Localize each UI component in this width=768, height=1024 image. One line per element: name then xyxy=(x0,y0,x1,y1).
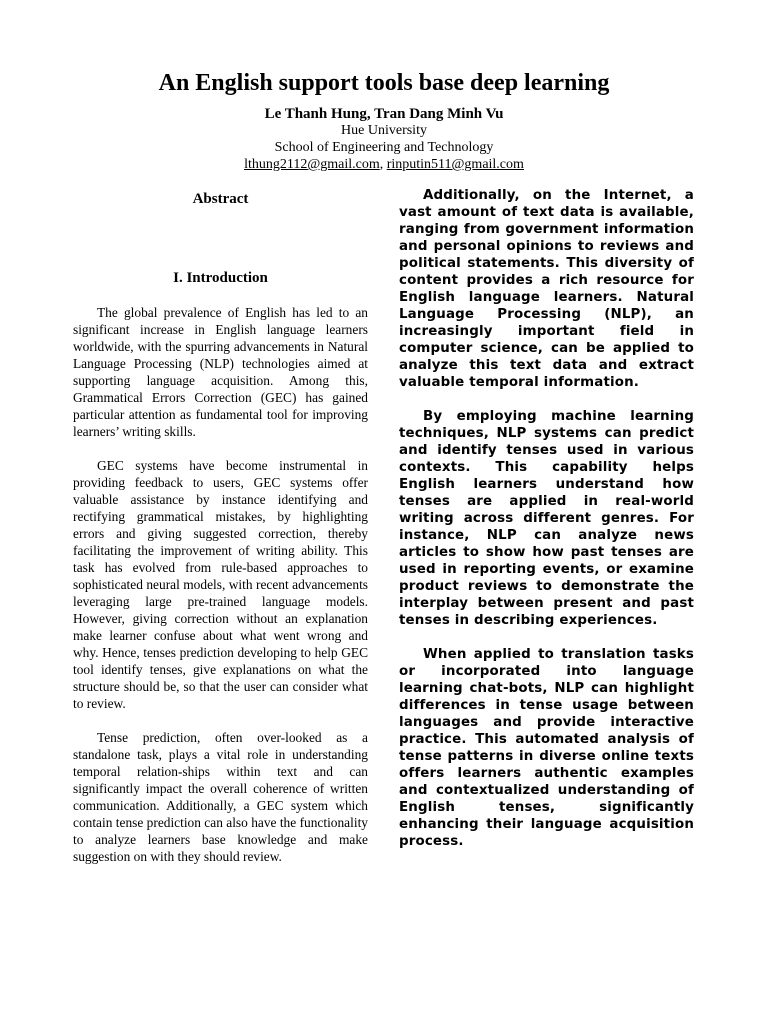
paper-title: An English support tools base deep learning xyxy=(158,70,610,96)
affiliation-school: School of Engineering and Technology xyxy=(274,140,494,155)
paper-authors: Le Thanh Hung, Tran Dang Minh Vu xyxy=(264,106,504,122)
intro-paragraph-2: GEC systems have become instrumental in providing feedback to users, GEC systems offer valuable assistance by instance identifying and rectifying grammatical mistakes, by highlighting errors and giving suggested correction, thereby facilitating the improvement of writing ability. This task has evolved from rule-based approaches to sophisticated neural models, with recent advancements leveraging large pre-trained language models. However, giving correction without an explanation make learner confuse about what went wrong and why. Hence, tenses prediction developing to help GEC tool identify tenses, give explanations on what the structure should be, so that the user can consider what to review. xyxy=(73,458,368,711)
right-column xyxy=(399,187,694,850)
right-paragraph-2: By employing machine learning techniques, NLP systems can predict and identify tenses used in various contexts. This capability helps English learners understand how tenses are applied in real-world writing across different genres. For instance, NLP can analyze news articles to show how past tenses are used in reporting events, or examine product reviews to demonstrate the interplay between present and past tenses in describing experiences. xyxy=(399,409,694,628)
abstract-heading: Abstract xyxy=(192,191,249,207)
left-column xyxy=(73,190,368,865)
intro-paragraph-3: Tense prediction, often over-looked as a standalone task, plays a vital role in understanding temporal relation-ships within text and can significantly impact the overall coherence of written communication. Additionally, a GEC system which contain tense prediction can also have the functionality to analyze learners base knowledge and make suggestion on with they should review. xyxy=(73,730,368,864)
author-emails xyxy=(0,156,768,173)
affiliation-university: Hue University xyxy=(341,123,427,138)
introduction-heading: I. Introduction xyxy=(173,270,268,286)
right-paragraph-1: Additionally, on the Internet, a vast amount of text data is available, ranging from government information and personal opinions to reviews and political statements. This diversity of content provides a rich resource for English language learners. Natural Language Processing (NLP), an increasingly important field in computer science, can be applied to analyze this text data and extract valuable temporal information. xyxy=(399,188,694,390)
email-link-2[interactable]: rinputin511@gmail.com xyxy=(386,157,524,172)
intro-paragraph-1: The global prevalence of English has led to an significant increase in English language learners worldwide, with the spurring advancements in Natural Language Processing (NLP) technologies aimed at supporting language acquisition. Among this, Grammatical Errors Correction (GEC) has gained particular attention as fundamental tool for improving learners’ writing skills. xyxy=(73,305,368,439)
email-link-1[interactable]: lthung2112@gmail.com xyxy=(244,157,380,172)
email-separator: , xyxy=(379,157,387,172)
right-paragraph-3: When applied to translation tasks or incorporated into language learning chat-bots, NLP can highlight differences in tense usage between languages and provide interactive practice. This automated analysis of tense patterns in diverse online texts offers learners authentic examples and contextualized understanding of English tenses, significantly enhancing their language acquisition process. xyxy=(399,647,694,849)
